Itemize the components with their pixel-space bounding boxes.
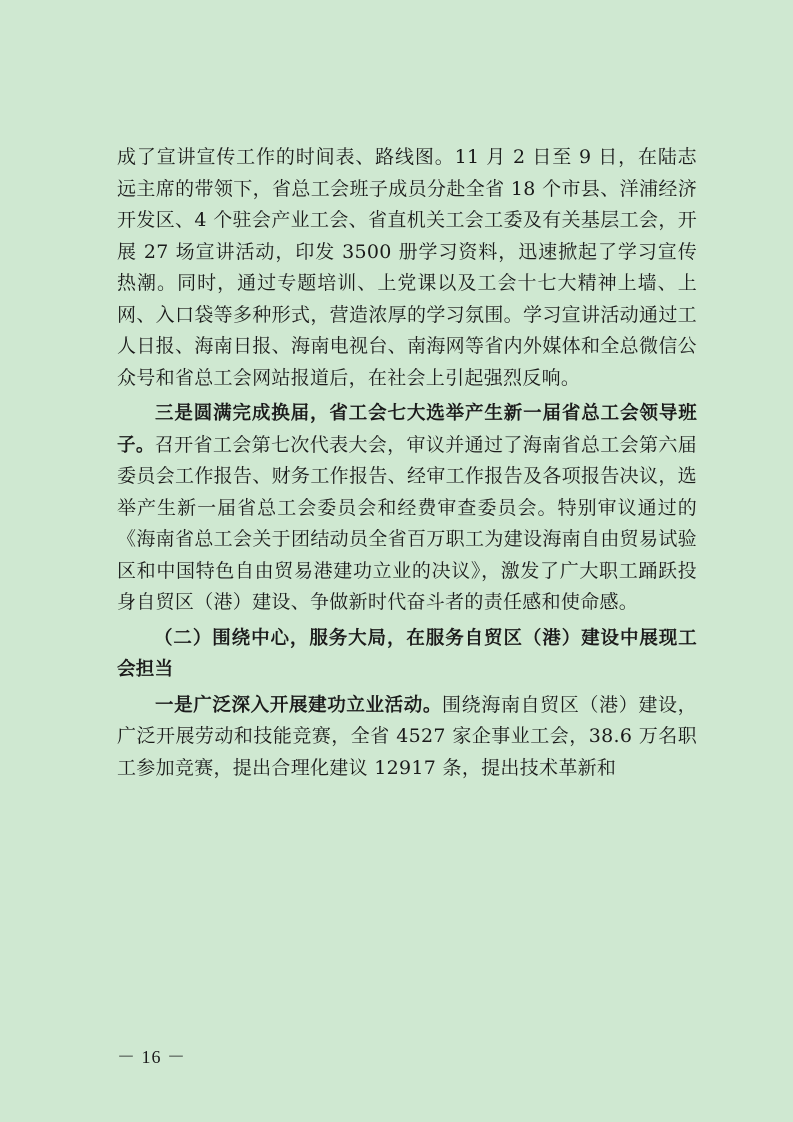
section-heading: （二）围绕中心，服务大局，在服务自贸区（港）建设中展现工会担当 xyxy=(117,627,697,680)
body-text xyxy=(117,142,697,784)
page-number: － 16 － xyxy=(117,1047,186,1067)
paragraph-1 xyxy=(117,142,697,394)
paragraph-2 xyxy=(117,398,697,619)
paragraph-1-text: 成了宣讲宣传工作的时间表、路线图。11 月 2 日至 9 日，在陆志远主席的带领下，省总工会班子成员分赴全省 18 个市县、洋浦经济开发区、4 个驻会产业工会、省直机关工会工委及有关基层工会，开展 27 场宣讲活动，印发 3500 册学习资料，迅速掀起了学习宣传热潮。同时，通过专题培训、上党课以及工会十七大精神上墙、上网、入口袋等多种形式，营造浓厚的学习氛围。学习宣讲活动通过工人日报、海南日报、海南电视台、南海网等省内外媒体和全总微信公众号和省总工会网站报道后，在社会上引起强烈反响。 xyxy=(117,146,697,389)
paragraph-3-body: 围绕海南自贸区（港）建设，广泛开展劳动和技能竞赛，全省 4527 家企事业工会，38.6 万名职工参加竞赛，提出合理化建议 12917 条，提出技术革新和 xyxy=(117,693,697,779)
paragraph-2-lead: 三是圆满完成换届，省工会七大选举产生新一届省总工会领导班子。 xyxy=(117,403,697,456)
paragraph-3-lead: 一是广泛深入开展建功立业活动。 xyxy=(155,694,443,716)
paragraph-3 xyxy=(117,690,697,785)
paragraph-2-body: 召开省工会第七次代表大会，审议并通过了海南省总工会第六届委员会工作报告、财务工作报告、经审工作报告及各项报告决议，选举产生新一届省总工会委员会和经费审查委员会。特别审议通过的《海南省总工会关于团结动员全省百万职工为建设海南自由贸易试验区和中国特色自由贸易港建功立业的决议》，激发了广大职工踊跃投身自贸区（港）建设、争做新时代奋斗者的责任感和使命感。 xyxy=(117,433,697,613)
